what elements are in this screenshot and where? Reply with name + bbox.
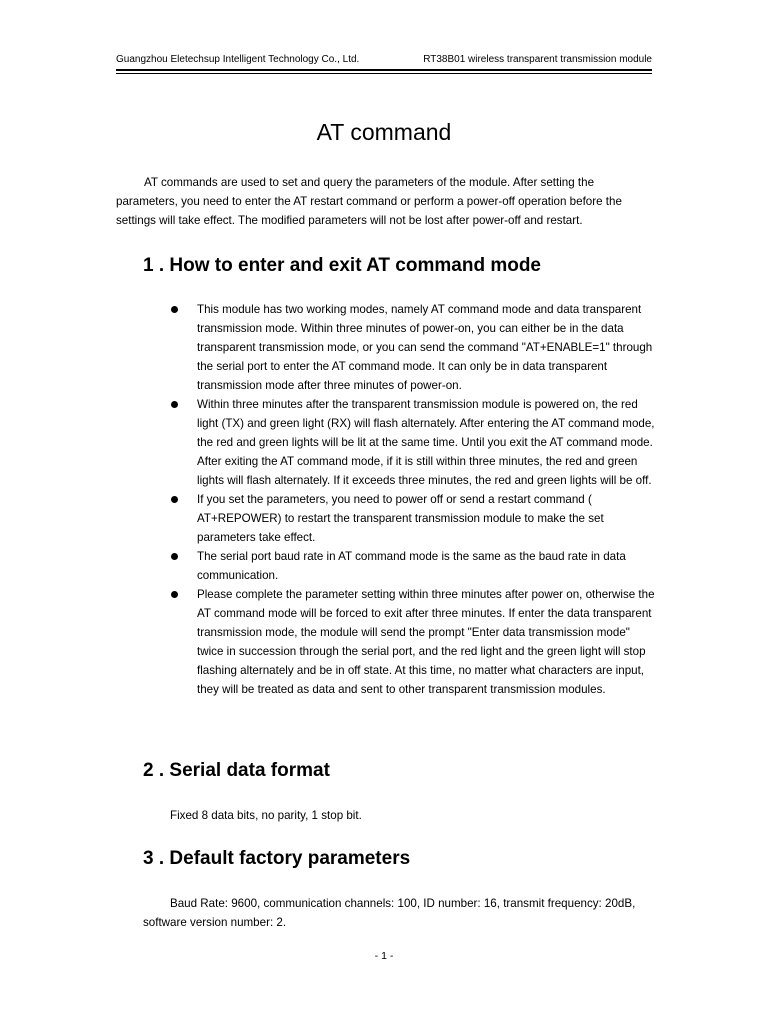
section-1-heading: 1 . How to enter and exit AT command mode [143,255,541,276]
bullet-text: The serial port baud rate in AT command mode is the same as the baud rate in data communication. [197,550,626,582]
list-item [170,395,656,490]
header-company: Guangzhou Eletechsup Intelligent Technology Co., Ltd. [116,54,360,65]
section-1-bullet-list [170,300,656,699]
bullet-text: This module has two working modes, namely AT command mode and data transparent transmission mode. Within three minutes of power-on, you can either be in the data transparent transmission mode, or you can send the command "AT+ENABLE=1" through the serial port to enter the AT command mode. It can only be in data transparent transmission mode after three minutes of power-on. [197,303,653,392]
header-rule-thin [116,73,652,74]
page-number: - 1 - [374,950,394,962]
bullet-icon [171,496,178,503]
header-product: RT38B01 wireless transparent transmission module [423,54,652,65]
section-3-heading: 3 . Default factory parameters [143,848,411,869]
bullet-icon [171,591,178,598]
bullet-icon [171,553,178,560]
page-header [116,52,652,68]
bullet-icon [171,306,178,313]
bullet-text: If you set the parameters, you need to power off or send a restart command ( AT+REPOWER) to restart the transparent transmission module to make the set parameters take effect. [197,493,604,544]
header-rule-thick [116,69,652,71]
bullet-icon [171,401,178,408]
list-item [170,490,656,547]
section-2-text: Fixed 8 data bits, no parity, 1 stop bit. [170,809,362,822]
bullet-text: Within three minutes after the transparent transmission module is powered on, the red light (TX) and green light (RX) will flash alternately. After entering the AT command mode, the red and green lights will be lit at the same time. Until you exit the AT command mode. After exiting the AT command mode, if it is still within three minutes, the red and green lights will flash alternately. If it exceeds three minutes, the red and green lights will be off. [197,398,655,487]
list-item [170,300,656,395]
list-item [170,547,656,585]
list-item [170,585,656,699]
page-title: AT command [316,119,452,145]
section-2-heading: 2 . Serial data format [143,760,330,781]
intro-paragraph: AT commands are used to set and query the parameters of the module. After setting the parameters, you need to enter the AT restart command or perform a power-off operation before the settings will take effect. The modified parameters will not be lost after power-off and restart. [116,176,622,227]
section-3-text: Baud Rate: 9600, communication channels: 100, ID number: 16, transmit frequency: 20dB, software version number: 2. [143,897,636,929]
bullet-text: Please complete the parameter setting within three minutes after power on, otherwise the AT command mode will be forced to exit after three minutes. If enter the data transparent transmission mode, the module will send the prompt "Enter data transmission mode" twice in succession through the serial port, and the red light and the green light will stop flashing alternately and be in off state. At this time, no matter what characters are input, they will be treated as data and sent to other transparent transmission modules. [197,588,655,696]
